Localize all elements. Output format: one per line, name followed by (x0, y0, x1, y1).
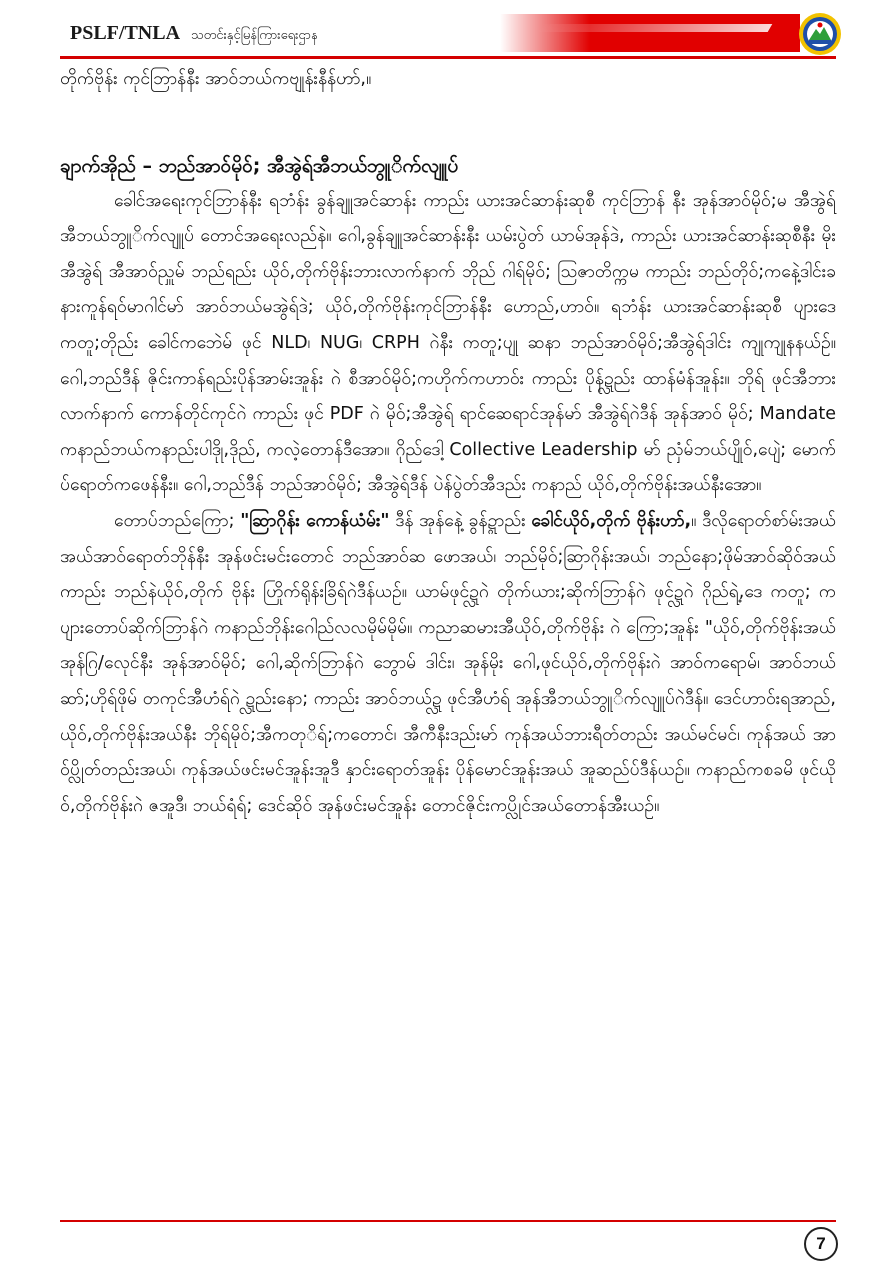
page-number: 7 (804, 1227, 838, 1261)
header-stripe (538, 24, 773, 32)
paragraph-1: ခေါင်အရေးကုင်ဘြာန်နီး ရဘံန်း ခွန်ချူအင်ဆာန်း ကာည်း ယားအင်ဆာန်းဆုစီ ကုင်ဘြာန် နီး အုန်အာဝ်မိုဝ်;မ အီအွဲရ်အီဘယ်ဘွူိက်လျူပ် တောင်အရေးလည်နဲ။ ဂေါ,ခွန်ချူအင်ဆာန်းနီး ယမ်းပွဲတ် ယာမ်အုန်ဒဲ, ကာည်း ယားအင်ဆာန်းဆုစီနီး မိုးအီအွဲရ် အီအာဝ်ညှူမ် ဘည်ရည်း ယိုဝ်,တိုက်ဗိုန်းဘားလာက်နာက် ဘိုည် ဂါရ်မိုဝ်; ဩဇာတိက္ကမ ကာည်း ဘည်တိုဝ်;ကနေဲ့ဒါင်းခ နားကူန်ရဝ်မာဂါင်မာ် အာဝ်ဘယ်မအွဲရ်ဒဲ; ယိုဝ်,တိုက်ဗိုန်းကုင်ဘြာန်နီး ဟောည်,ဟာဝ်။ ရဘံန်း ယားအင်ဆာန်းဆုစီ ပျားဒေကတူ;တိုည်း ခေါင်ကဘေဲမ် ဖုင် NLD၊ NUG၊ CRPH ဂဲနီး ကတူ;ပျု ဆနာ ဘည်အာဝ်မိုဝ်;အီအွဲရ်ဒါင်း ကျုကျုနနယ်ဉ်။ ဂေါ,ဘည်ဒီန် ဇိုင်းကာန်ရည်းပိုန်အာမ်းအူန်း ဂဲ စီအာဝ်မိုဝ်;ကဟိုက်ကဟာဝ်း ကာည်း ပိုန်ဍ္လည်း ထာန်မံန်အူန်း။ ဘိုရ် ဖုင်အီဘားလာက်နာက် ကောန်တိုင်ကုင်ဂဲ ကာည်း ဖုင် PDF ဂဲ မိုဝ်;အီအွဲရ် ရာင်ဆေရာင်အုန်မာ် အီအွဲရ်ဂဲဒီန် အုန်အာဝ် မိုဝ်; Mandate ကနာည်ဘယ်ကနာည်းပါဒိုု,ဒိုည်, ကလဲ့တောန်ဒီအော။ ဂိုည်ဒေါ့ Collective Leadership မာ် ညှံမ်ဘယ်ပျိုဝ်,ပျေဲ; မောက်ပ်ရောတ်ကဖေန်နီး။ ဂေါ,ဘည်ဒီန် ဘည်အာဝ်မိုဝ်; အီအွဲရ်ဒီန် ပဲန်ပွဲတ်အီဒည်း ကနာည် ယိုဝ်,တိုက်ဗိုန်းအယ်နီးအော။ (60, 190, 836, 496)
intro-line: တိုက်ဗိုန်း ကုင်ဘြာန်နီး အာဝ်ဘယ်ကဗျုန်းနီန်ဟာ်,။ (60, 69, 372, 89)
paragraph-2-lead: တောပ်ဘည်ကြော; (114, 510, 241, 531)
paragraph-2 (60, 504, 836, 824)
paragraph-2-bold-quote: "ဆြာဂိုန်း ကောန်ယံမ်း" (240, 510, 390, 531)
document-body (60, 62, 836, 824)
header-brand: PSLF/TNLA (70, 22, 181, 44)
page-header (0, 0, 896, 64)
header-subtitle: သတင်းနှင့်မြန်ကြားရေးဌာန (191, 28, 318, 43)
emblem-icon (798, 12, 842, 56)
paragraph-2-mid: ဒီန် အုန်နေဲ့ ခွန်ဍ္ဂာည်း (389, 510, 532, 531)
header-divider (60, 56, 836, 59)
paragraph-2-rest: ။ ဒီလိုရောတ်စာ်မ်းအယ် အယ်အာဝ်ရောတ်ဘိုန်နီး အုန်ဖင်းမင်းတောင် ဘည်အာဝ်ဆ ဖောအယ်၊ ဘည်မိုဝ်;ဆြာဂိုန်းအယ်၊ ဘည်နော;ဖိုမ်အာဝ်ဆိုဝ်အယ် ကာည်း ဘည်နဲယိုဝ်,တိုက် ဗိုန်း ဟြိုက်ရိုန်းခြိရ်ဂဲဒီန်ယဉ်။ ယာမ်ဖုင်ဍ္လဂဲ တိုက်ယား;ဆိုက်ဘြာန်ဂဲ ဖုင်ဍ္လဂဲ ဂိုည်ရဲ့,ဒေ ကတူ; ကပျားတောပ်ဆိုက်ဘြာန်ဂဲ ကနာည်ဘိုန်းဂေါည်လလမိုမ်မိုမ်။ ကညာဆမားအီယိုဝ်,တိုက်ဗိုန်း ဂဲ ကြော;အူန်း "ယိုဝ်,တိုက်ဗိုန်းအယ် အုန်ဂြ/လေုင်နီး အုန်အာဝ်မိုဝ်; ဂေါ,ဆိုက်ဘြာန်ဂဲ ဘွောမ် ဒါင်း၊ အုန်မိုး ဂေါ,ဖုင်ယိုဝ်,တိုက်ဗိုန်းဂဲ အာဝ်ကရောမ်၊ အာဝ်ဘယ်ဆာ်;ဟိုရ်ဖိုမ် တကုင်အီဟံရ်ဂဲ ဍ္လည်းနော; ကာည်း အာဝ်ဘယ်ဍ္လ ဖုင်အီဟံရ် အုန်အီဘယ်ဘွူိက်လျူပ်ဂဲဒီန်။ ဒေင်ဟာဝ်းရအာည်, ယိုဝ်,တိုက်ဗိုန်းအယ်နီး ဘိုရ်မိုဝ်;အီကတုိရ်;ကတောင်၊ အီကီနီးဒည်းမာ် ကုန်အယ်ဘားရီတ်တည်း အယ်မင်မင်၊ ကုန်အယ် အာဝ်ပ္လိုတ်တည်းအယ်၊ ကုန်အယ်ဖင်းမင်အူန်းအူဒီ နှာင်းရောတ်အူန်း ပိုန်မောင်အူန်းအယ် အူဆည်ပ်ဒီန်ယဉ်။ ကနာည်ကစခမိ ဖုင်ယိုဝ်,တိုက်ဗိုန်းဂဲ ဇအူဒီ၊ ဘယ်ရံရ်; ဒေင်ဆိုဝ် အုန်ဖင်းမင်အူန်း တောင်ဇိုင်းကပ္လိုင်အယ်တောန်အီးယဉ်။ (60, 510, 837, 816)
footer-divider (60, 1220, 836, 1222)
paragraph-2-bold-name: ခေါင်ယိုဝ်,တိုက် ဗိုန်းဟာ်, (531, 510, 692, 531)
header-red-band (500, 14, 800, 52)
header-title (70, 22, 318, 46)
section-heading: ချာက်အိုည် – ဘည်အာဝ်မိုဝ်; အီအွဲရ်အီဘယ်ဘွူိက်လျူပ် (60, 154, 459, 177)
